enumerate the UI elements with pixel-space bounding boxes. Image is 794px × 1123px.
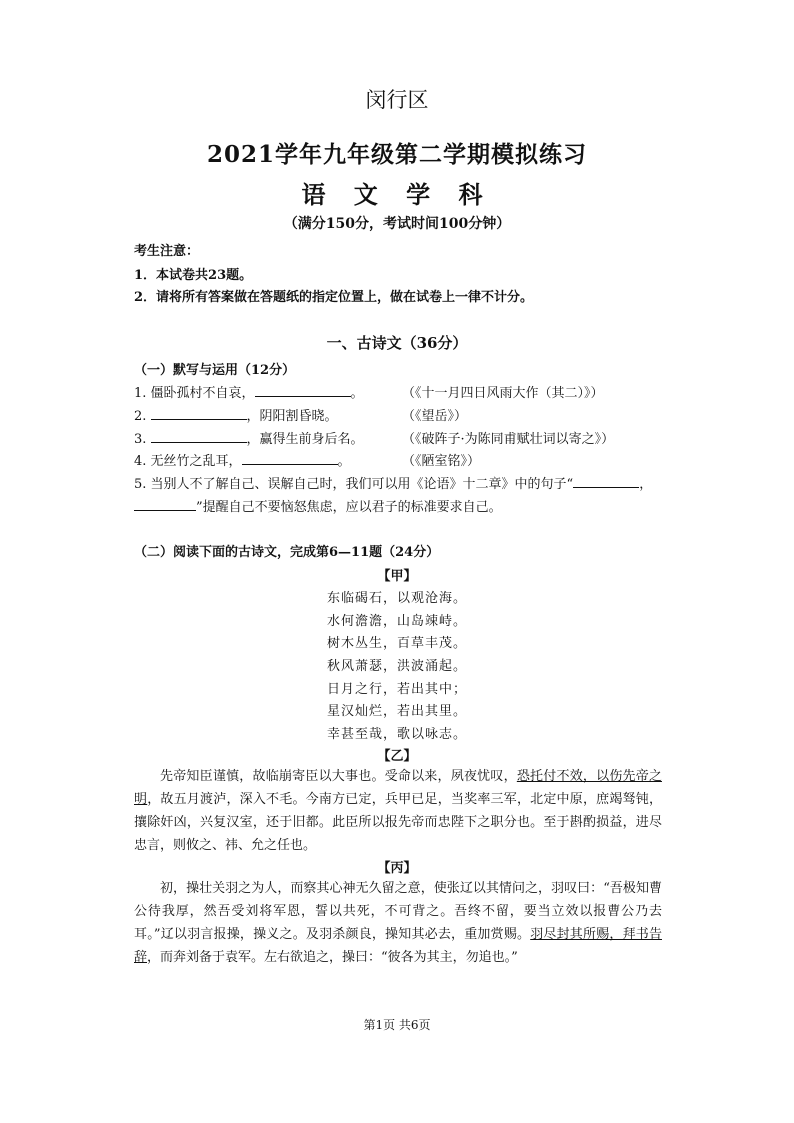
score-info: （满分150分，考试时间100分钟）: [283, 216, 511, 232]
district-heading: 闵行区: [365, 88, 429, 112]
part-title-dictation: （一）默写与运用（12分）: [134, 363, 296, 378]
underlined-sentence: 恐托付不效，以伤先帝之明: [134, 769, 662, 807]
answer-blank[interactable]: [573, 475, 639, 488]
question-5-line-1: 5. 当别人不了解自己、误解自己时，我们可以用《论语》十二章》中的句子“ ，: [134, 477, 653, 492]
poem-line: 水何澹澹，山岛竦峙。: [326, 614, 467, 629]
question-2-source: （《望岳》）: [402, 409, 468, 424]
exam-title: 2021学年九年级第二学期模拟练习: [206, 141, 587, 168]
question-3-source: （《破阵子·为陈同甫赋壮词以寄之》）: [402, 432, 615, 447]
passage-label-bing: 【丙】: [377, 861, 417, 876]
question-5-line-2: ”提醒自己不要恼怒焦虑，应以君子的标准要求自己。: [134, 496, 502, 515]
answer-blank[interactable]: [242, 452, 338, 465]
question-1: 1. 僵卧孤村不自哀， 。: [134, 386, 364, 401]
subject-title: 语 文 学 科: [301, 180, 493, 209]
answer-blank[interactable]: [134, 498, 196, 511]
passage-yi: 先帝知臣谨慎，故临崩寄臣以大事也。受命以来，夙夜忧叹，恐托付不效，以伤先帝之明，故五月渡泸，深入不毛。今南方已定，兵甲已足，当奖率三军，北定中原，庶竭驽钝，攘除奸凶，兴复汉室，还于旧都。此臣所以报先帝而忠陛下之职分也。至于斟酌损益，进尽忠言，则攸之、祎、允之任也。: [134, 769, 662, 853]
question-3: 3. ，赢得生前身后名。: [134, 432, 364, 447]
poem-line: 日月之行，若出其中；: [326, 682, 467, 697]
note-item-2: 2．请将所有答案做在答题纸的指定位置上，做在试卷上一律不计分。: [134, 290, 534, 305]
passage-bing: 初，操壮关羽之为人，而察其心神无久留之意，使张辽以其情问之，羽叹曰：“吾极知曹公待我厚，然吾受刘将军恩，誓以共死，不可背之。吾终不留，要当立效以报曹公乃去耳。”辽以羽言报操，操义之。及羽杀颜良，操知其必去，重加赏赐。羽尽封其所赐，拜书告辞，而奔刘备于袁军。左右欲追之，操曰：“彼各为其主，勿追也。”: [134, 881, 662, 965]
poem-line: 秋风萧瑟，洪波涌起。: [326, 659, 467, 674]
poem-line: 树木丛生，百草丰茂。: [326, 636, 467, 651]
passage-label-yi: 【乙】: [377, 749, 417, 764]
answer-blank[interactable]: [151, 430, 247, 443]
note-item-1: 1．本试卷共23题。: [134, 268, 253, 283]
question-4: 4. 无丝竹之乱耳， 。: [134, 454, 351, 469]
poem-line: 东临碣石，以观沧海。: [326, 591, 467, 606]
notes-heading: 考生注意：: [134, 244, 200, 259]
passage-label-jia: 【甲】: [377, 569, 417, 584]
answer-blank[interactable]: [151, 407, 247, 420]
underlined-sentence: 羽尽封其所赐，拜书告辞: [134, 927, 662, 965]
poem-line: 星汉灿烂，若出其里。: [326, 704, 467, 719]
answer-blank[interactable]: [255, 384, 351, 397]
question-1-source: （《十一月四日风雨大作（其二）》）: [402, 386, 604, 401]
section-title-classical: 一、古诗文（36分）: [326, 334, 468, 352]
poem-line: 幸甚至哉，歌以咏志。: [326, 727, 467, 742]
question-2: 2. ，阴阳割昏晓。: [134, 409, 338, 424]
question-4-source: （《陋室铭》）: [402, 454, 481, 469]
page-footer: 第1页 共6页: [363, 1018, 431, 1032]
part-title-reading: （二）阅读下面的古诗文，完成第6—11题（24分）: [134, 545, 440, 560]
